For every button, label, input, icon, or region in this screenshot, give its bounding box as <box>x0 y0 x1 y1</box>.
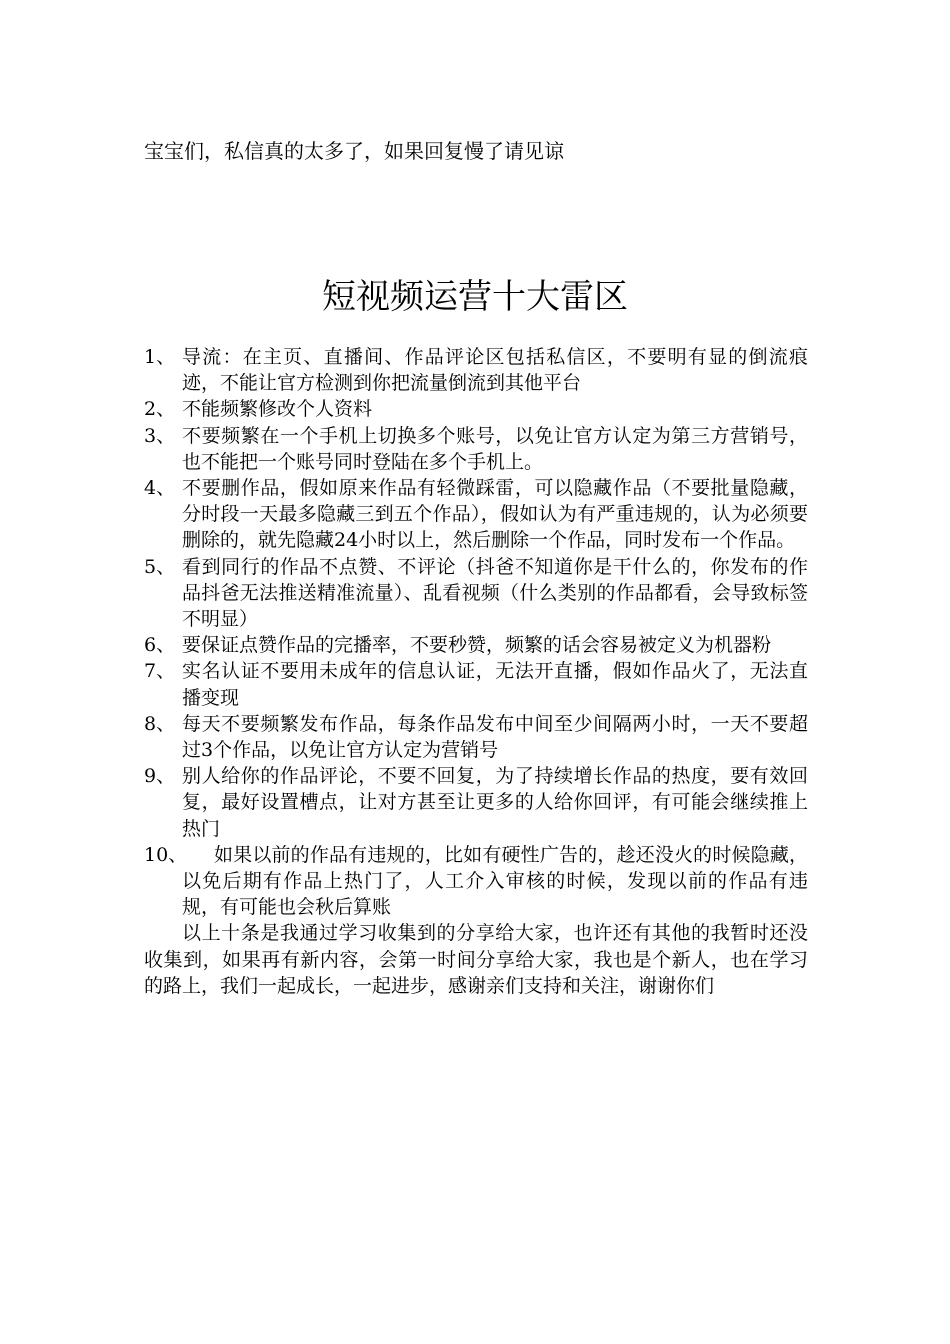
list-item-text: 导流：在主页、直播间、作品评论区包括私信区，不要明有显的倒流痕迹，不能让官方检测到你把流量倒流到其他平台 <box>182 346 808 395</box>
list-item <box>144 763 808 842</box>
document-body <box>144 344 808 999</box>
list-item-number: 1、 <box>144 346 176 368</box>
list-item-text: 不要频繁在一个手机上切换多个账号，以免让官方认定为第三方营销号，也不能把一个账号同时登陆在多个手机上。 <box>182 424 808 473</box>
list-item <box>144 632 808 658</box>
list-item <box>144 396 808 422</box>
list-item-number: 5、 <box>144 555 176 578</box>
list-item-text: 看到同行的作品不点赞、不评论（抖爸不知道你是干什么的，你发布的作品抖爸无法推送精准流量）、乱看视频（什么类别的作品都看，会导致标签不明显） <box>182 555 808 631</box>
list-item-text: 不要删作品，假如原来作品有轻微踩雷，可以隐藏作品（不要批量隐藏，分时段一天最多隐藏三到五个作品），假如认为有严重违规的，认为必须要删除的，就先隐藏24小时以上，然后删除一个作品，同时发布一个作品。 <box>182 477 808 552</box>
list-item-number: 2、 <box>144 398 176 421</box>
list-item-text: 如果以前的作品有违规的，比如有硬性广告的，趁还没火的时候隐藏，以免后期有作品上热门了，人工介入审核的时候，发现以前的作品有违规，有可能也会秋后算账 <box>182 843 808 919</box>
header-note: 宝宝们，私信真的太多了，如果回复慢了请见谅 <box>144 139 564 163</box>
list-item <box>144 554 808 633</box>
list-item-number: 6、 <box>144 634 176 657</box>
list-item-text: 别人给你的作品评论，不要不回复，为了持续增长作品的热度，要有效回复，最好设置槽点，让对方甚至让更多的人给你回评，有可能会继续推上热门 <box>182 765 808 840</box>
list-item-number: 8、 <box>144 712 176 735</box>
list-item-text: 每天不要频繁发布作品，每条作品发布中间至少间隔两小时，一天不要超过3个作品，以免让官方认定为营销号 <box>182 712 808 762</box>
list-item <box>144 658 808 710</box>
list-item-text: 不能频繁修改个人资料 <box>182 398 373 421</box>
list-item-number: 3、 <box>144 424 176 447</box>
list-item <box>144 475 808 554</box>
list-item-number: 10、 <box>144 843 188 866</box>
document-title: 短视频运营十大雷区 <box>322 277 628 317</box>
list-item-text: 实名认证不要用未成年的信息认证，无法开直播，假如作品火了，无法直播变现 <box>182 660 808 709</box>
list-item-number: 7、 <box>144 660 176 683</box>
list-item <box>144 842 808 921</box>
list-item-number: 4、 <box>144 477 176 500</box>
list-item <box>144 344 808 396</box>
list-item-number: 9、 <box>144 765 176 788</box>
closing-paragraph: 以上十条是我通过学习收集到的分享给大家，也许还有其他的我暂时还没收集到，如果再有新内容，会第一时间分享给大家，我也是个新人，也在学习的路上，我们一起成长，一起进步，感谢亲们支持和关注，谢谢你们 <box>144 922 808 997</box>
list-item <box>144 423 808 475</box>
list-item <box>144 711 808 763</box>
list-item-text: 要保证点赞作品的完播率，不要秒赞，频繁的话会容易被定义为机器粉 <box>182 634 772 657</box>
